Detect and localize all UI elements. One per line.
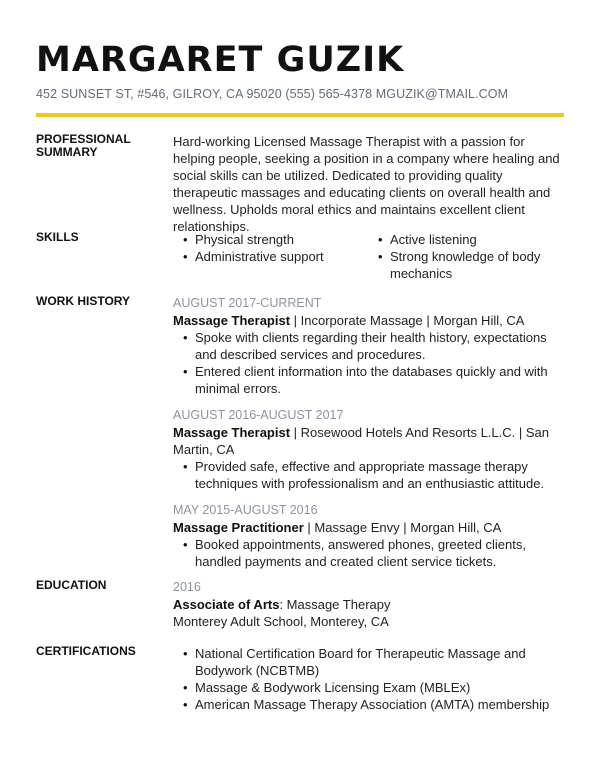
certifications-label: CERTIFICATIONS bbox=[36, 644, 136, 658]
job-dates: MAY 2015-AUGUST 2016 bbox=[173, 503, 318, 517]
work-history-body bbox=[173, 295, 563, 580]
job-dates: AUGUST 2016-AUGUST 2017 bbox=[173, 408, 344, 422]
job-heading bbox=[173, 424, 563, 458]
job-title: Massage Practitioner bbox=[173, 520, 304, 535]
skills-grid bbox=[173, 231, 563, 282]
job-bullets bbox=[173, 458, 563, 492]
skills-section bbox=[36, 231, 564, 286]
job-heading bbox=[173, 519, 563, 536]
work-history-label: WORK HISTORY bbox=[36, 294, 131, 308]
contact-line: 452 SUNSET ST, #546, GILROY, CA 95020 (555) 565-4378 MGUZIK@TMAIL.COM bbox=[36, 87, 509, 101]
education-year: 2016 bbox=[173, 580, 201, 594]
skills-right-column bbox=[368, 231, 563, 282]
job-entry bbox=[173, 295, 563, 397]
job-bullet: • Entered client information into the databases quickly and with minimal errors. bbox=[173, 363, 563, 397]
certification-item: • Massage & Bodywork Licensing Exam (MBLEx) bbox=[173, 679, 563, 696]
education-section bbox=[36, 579, 564, 634]
job-entry bbox=[173, 502, 563, 570]
candidate-name: MARGARET GUZIK bbox=[36, 40, 405, 80]
summary-text: Hard-working Licensed Massage Therapist with a passion for helping people, seeking a position in a company where healing and social skills can be utilized. Dedicated to providing quality therapeutic massages and educating clients on overall health and wellness. Upholds moral ethics and maintains excellent client relationships. bbox=[173, 134, 560, 234]
certifications-list bbox=[173, 645, 563, 713]
skill-item: • Physical strength bbox=[173, 231, 368, 248]
skills-left-column bbox=[173, 231, 368, 282]
education-body bbox=[173, 579, 563, 630]
certification-item: • National Certification Board for Therapeutic Massage and Bodywork (NCBTMB) bbox=[173, 645, 563, 679]
education-label: EDUCATION bbox=[36, 578, 107, 592]
job-details: | Rosewood Hotels And Resorts L.L.C. | San Martin, CA bbox=[173, 425, 549, 457]
certifications-body bbox=[173, 645, 563, 713]
skills-body bbox=[173, 231, 563, 282]
job-title: Massage Therapist bbox=[173, 313, 291, 328]
education-degree-line bbox=[173, 596, 563, 613]
certifications-section bbox=[36, 645, 564, 715]
job-heading bbox=[173, 312, 563, 329]
skill-item: • Strong knowledge of body mechanics bbox=[368, 248, 563, 282]
work-history-section bbox=[36, 295, 564, 570]
education-degree: Associate of Arts bbox=[173, 597, 280, 612]
skills-label: SKILLS bbox=[36, 230, 79, 244]
job-bullet: • Provided safe, effective and appropriate massage therapy techniques with professionalism and an enthusiastic attitude. bbox=[173, 458, 563, 492]
job-dates: AUGUST 2017-CURRENT bbox=[173, 296, 322, 310]
job-details: | Incorporate Massage | Morgan Hill, CA bbox=[290, 313, 525, 328]
summary-label: PROFESSIONAL SUMMARY bbox=[36, 132, 131, 159]
summary-section bbox=[36, 132, 564, 234]
certification-item: • American Massage Therapy Association (AMTA) membership bbox=[173, 696, 563, 713]
skill-item: • Administrative support bbox=[173, 248, 368, 265]
job-entry bbox=[173, 407, 563, 492]
education-school: Monterey Adult School, Monterey, CA bbox=[173, 614, 389, 629]
job-details: | Massage Envy | Morgan Hill, CA bbox=[303, 520, 502, 535]
skill-item: • Active listening bbox=[368, 231, 563, 248]
job-bullets bbox=[173, 536, 563, 570]
header-divider bbox=[36, 113, 564, 117]
summary-body bbox=[173, 133, 563, 235]
job-bullet: • Spoke with clients regarding their health history, expectations and described services and procedures. bbox=[173, 329, 563, 363]
job-bullets bbox=[173, 329, 563, 397]
job-bullet: • Booked appointments, answered phones, greeted clients, handled payments and created client service tickets. bbox=[173, 536, 563, 570]
job-title: Massage Therapist bbox=[173, 425, 291, 440]
education-field: : Massage Therapy bbox=[279, 597, 391, 612]
